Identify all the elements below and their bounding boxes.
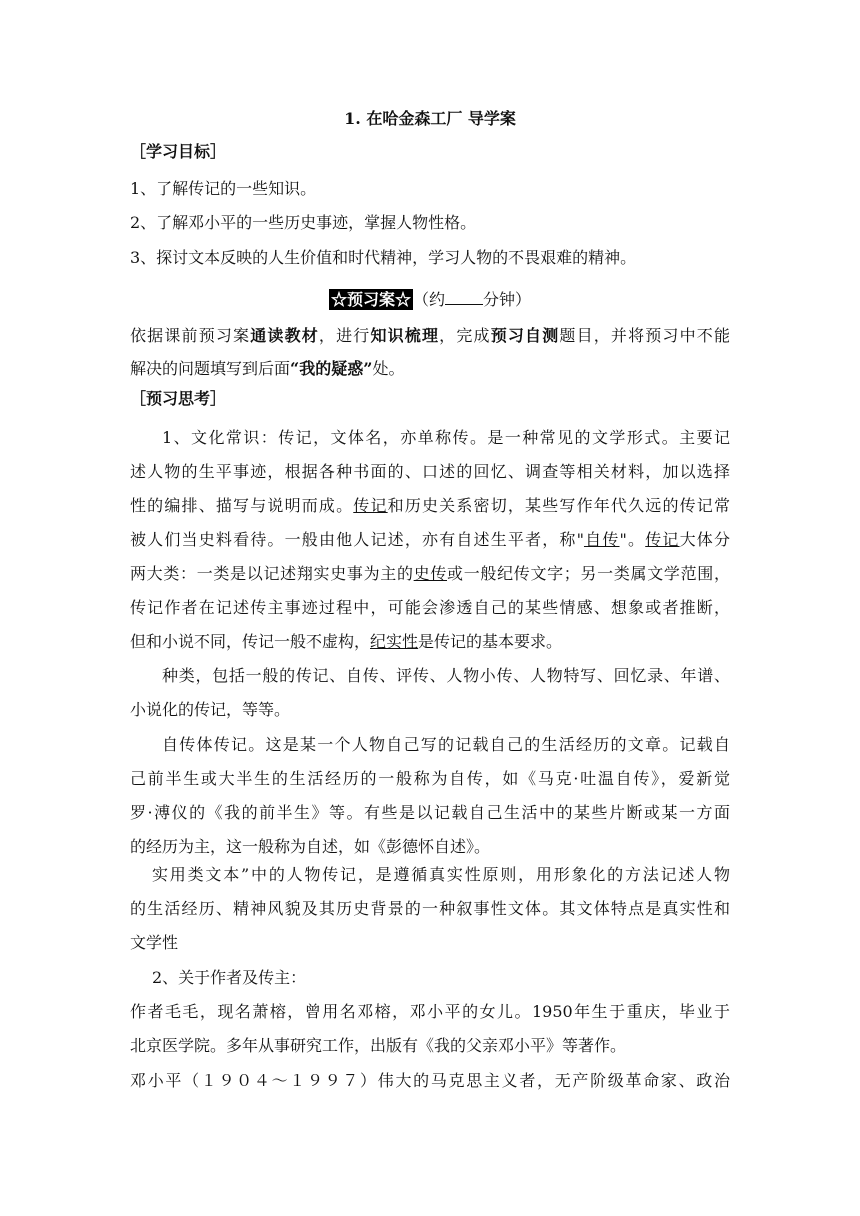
para5-line: 邓小平（１９０４～１９９７）伟大的马克思主义者，无产阶级革命家、政治	[130, 1071, 730, 1090]
para1-line: 述人物的生平事迹，根据各种书面的、口述的回忆、调查等相关材料，加以选择	[130, 462, 730, 481]
think-heading: ［预习思考］	[130, 389, 227, 408]
intro-line-2: 解决的问题填写到后面“我的疑惑”处。	[130, 359, 405, 378]
preview-tag: ☆预习案☆	[330, 290, 411, 309]
para5-line: 北京医学院。多年从事研究工作，出版有《我的父亲邓小平》等著作。	[130, 1036, 627, 1055]
para1-line: 传记作者在记述传主事迹过程中，可能会渗透自己的某些情感、想象或者推断，	[130, 598, 730, 617]
para4-line: 实用类文本”中的人物传记，是遵循真实性原则，用形象化的方法记述人物	[152, 865, 730, 884]
para1-line: 两大类：一类是以记述翔实史事为主的史传或一般纪传文字；另一类属文学范围，	[130, 564, 730, 583]
para4-line: 的生活经历、精神风貌及其历史背景的一种叙事性文体。其文体特点是真实性和	[130, 899, 730, 918]
banner-suffix: 分钟）	[483, 290, 532, 309]
para5-line: 作者毛毛，现名萧榕，曾用名邓榕，邓小平的女儿。1950年生于重庆，毕业于	[130, 1002, 730, 1021]
goal-item: 2、了解邓小平的一些历史事迹，掌握人物性格。	[130, 213, 477, 232]
para4-line: 文学性	[130, 933, 179, 952]
page-title: 1. 在哈金森工厂 导学案	[344, 109, 516, 128]
para2-line: 小说化的传记，等等。	[130, 700, 291, 719]
para3-line: 的经历为主，这一般称为自述，如《彭德怀自述》。	[130, 837, 491, 856]
goal-item: 3、探讨文本反映的人生价值和时代精神，学习人物的不畏艰难的精神。	[130, 248, 637, 267]
banner-prefix: （约	[412, 290, 445, 309]
para3-line: 罗·溥仪的《我的前半生》等。有些是以记载自己生活中的某些片断或某一方面	[130, 803, 730, 822]
para3-line: 己前半生或大半生的生活经历的一般称为自传，如《马克·吐温自传》，爱新觉	[130, 769, 730, 788]
intro-line-1: 依据课前预习案通读教材，进行知识梳理，完成预习自测题目，并将预习中不能	[130, 326, 730, 345]
preview-banner	[0, 287, 860, 310]
para1-line: 被人们当史料看待。一般由他人记述，亦有自述生平者，称"自传"。传记大体分	[130, 530, 730, 549]
para5-line: 2、关于作者及传主：	[152, 968, 307, 987]
para1-line: 1、文化常识：传记，文体名，亦单称传。是一种常见的文学形式。主要记	[162, 428, 730, 447]
para3-line: 自传体传记。这是某一个人物自己写的记载自己的生活经历的文章。记载自	[162, 735, 730, 754]
goal-item: 1、了解传记的一些知识。	[130, 179, 317, 198]
goals-heading: ［学习目标］	[130, 142, 227, 161]
para2-line: 种类，包括一般的传记、自传、评传、人物小传、人物特写、回忆录、年谱、	[162, 666, 730, 685]
para1-line: 但和小说不同，传记一般不虚构，纪实性是传记的基本要求。	[130, 632, 563, 651]
para1-line: 性的编排、描写与说明而成。传记和历史关系密切，某些写作年代久远的传记常	[130, 496, 730, 515]
minutes-blank[interactable]	[445, 290, 483, 305]
